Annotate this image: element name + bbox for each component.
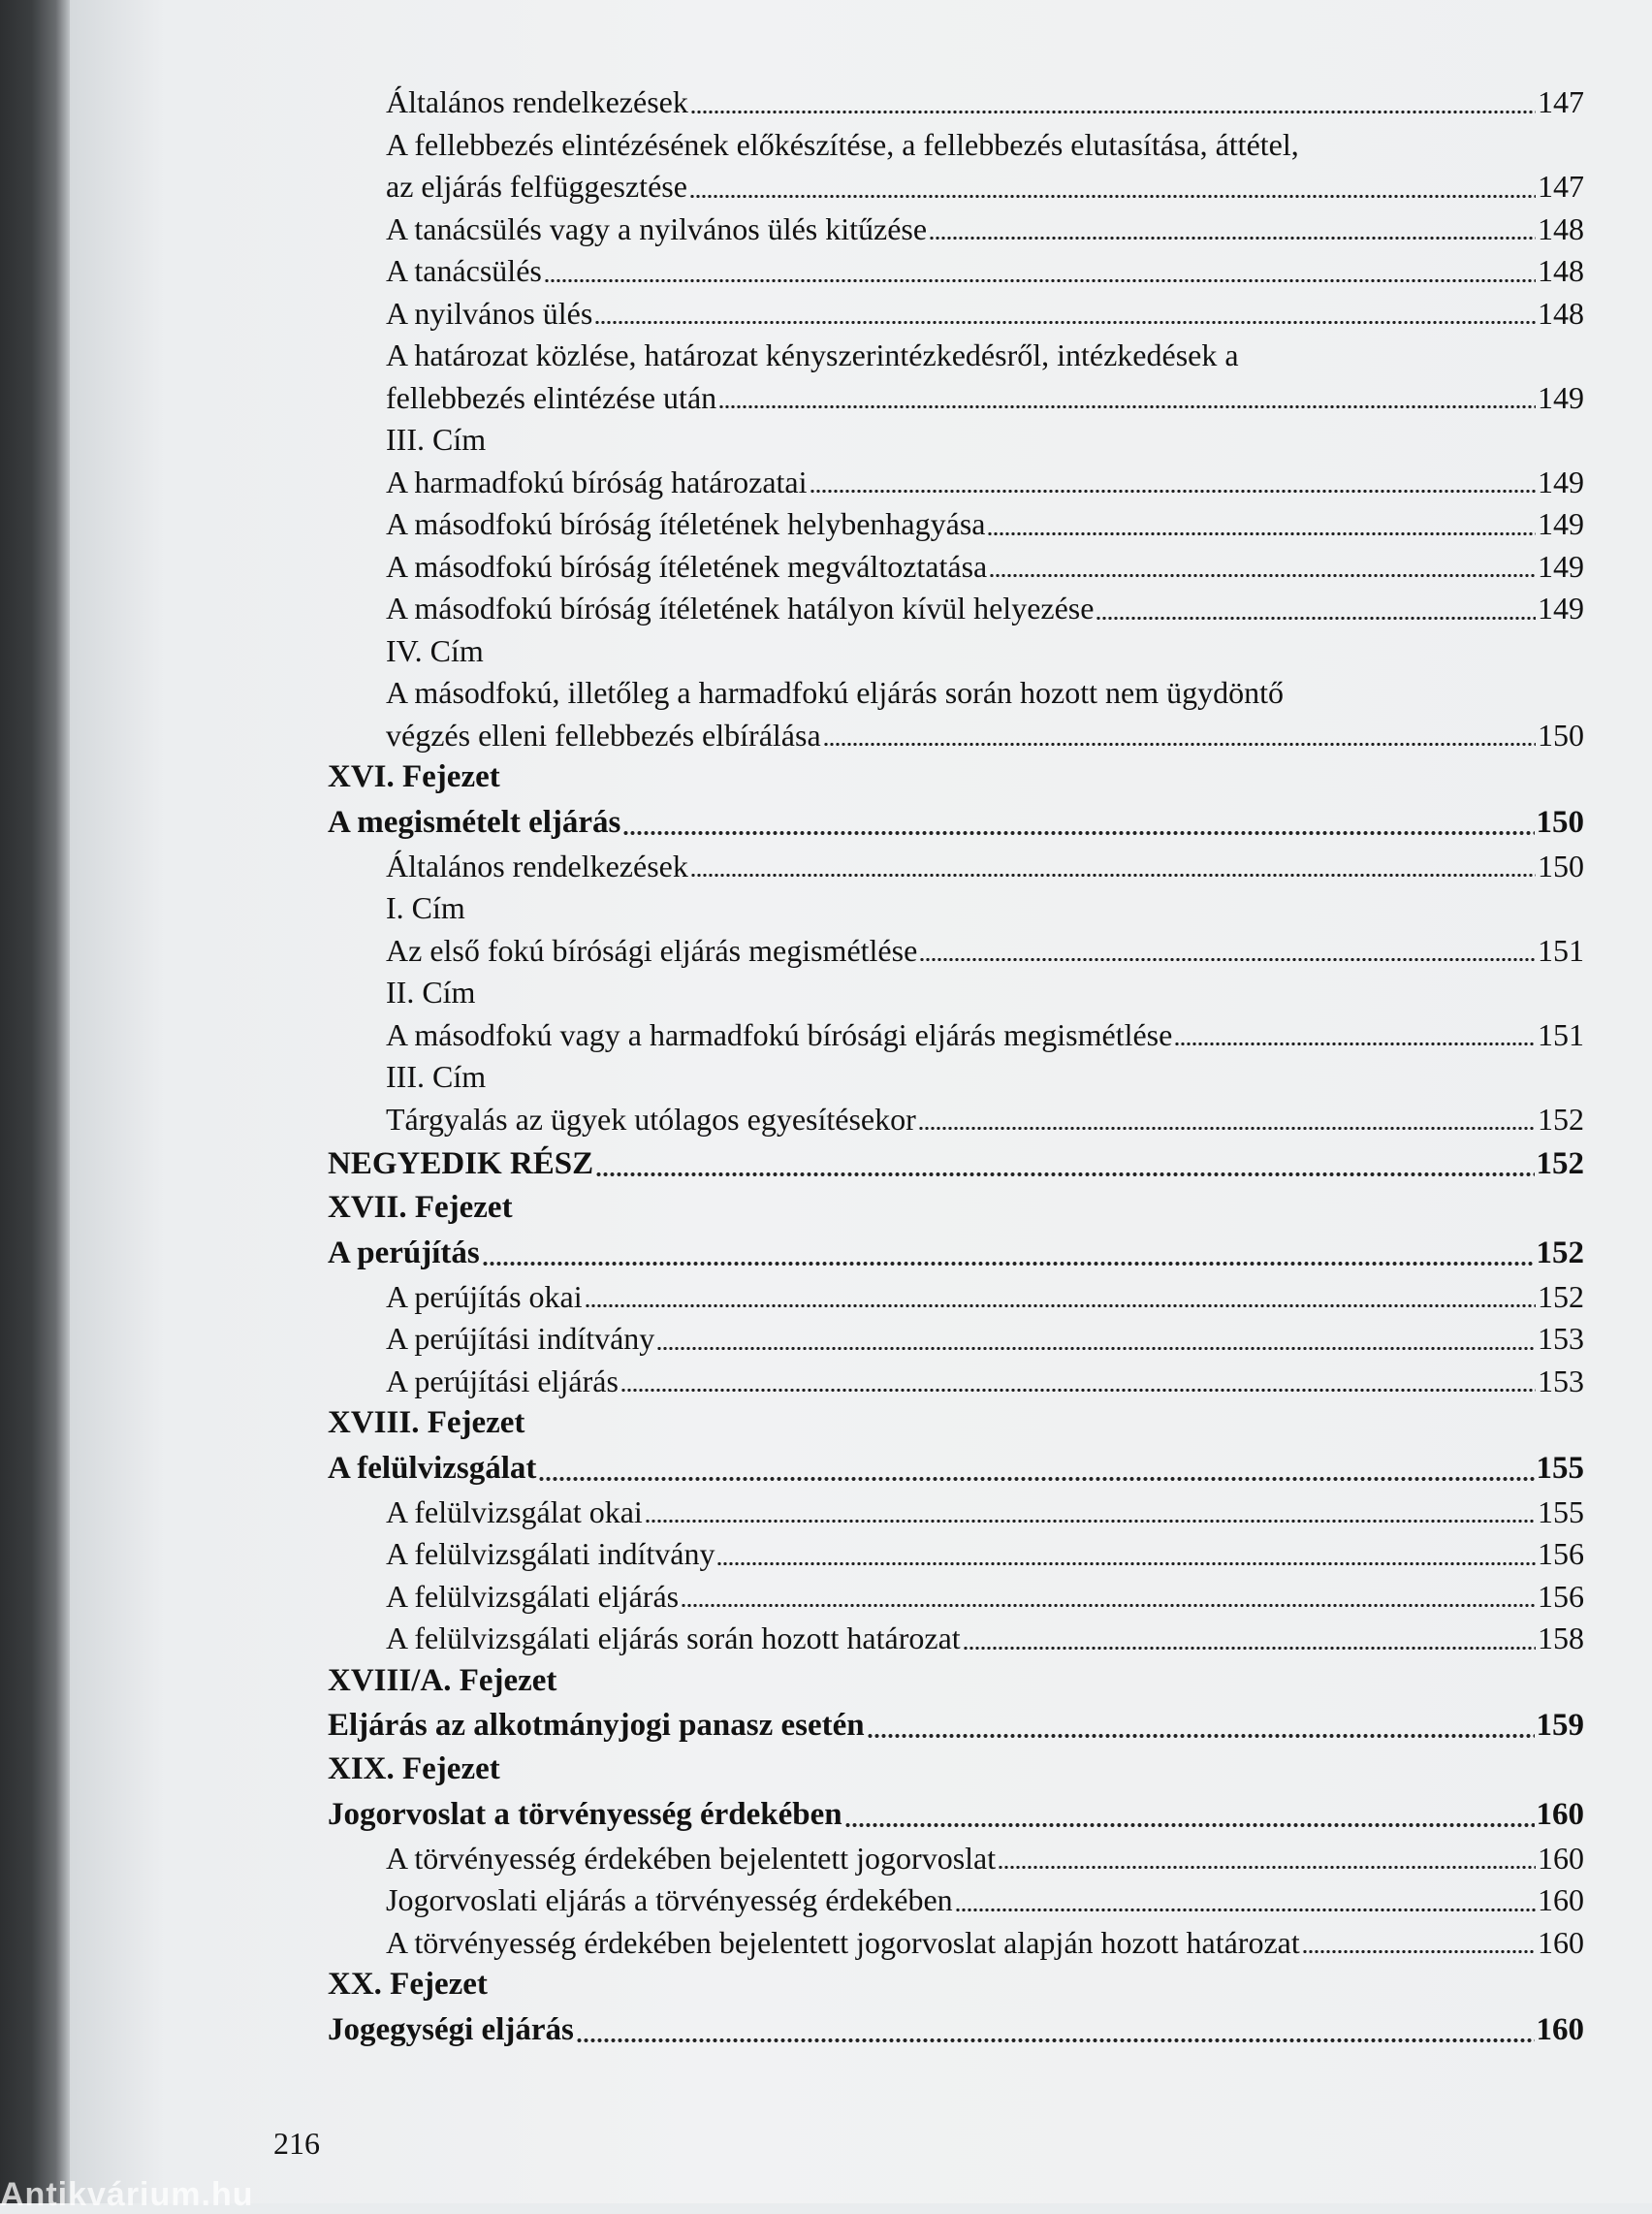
toc-heading-row xyxy=(328,1402,1584,1445)
table-of-contents xyxy=(328,81,1584,2053)
toc-entry-row xyxy=(328,1492,1584,1534)
toc-page-number: 153 xyxy=(1538,1321,1584,1356)
dot-leader xyxy=(716,1562,1536,1565)
toc-entry-row xyxy=(328,335,1584,377)
toc-entry-title: NEGYEDIK RÉSZ xyxy=(328,1146,594,1181)
dot-leader xyxy=(1174,1043,1536,1045)
toc-entry-title: A perújítási indítvány xyxy=(386,1321,655,1356)
toc-entry-title: A törvényesség érdekében bejelentett jogorvoslat xyxy=(386,1840,997,1876)
toc-entry-title: Jogorvoslati eljárás a törvényesség érdekében xyxy=(386,1882,953,1917)
toc-subtitle-row xyxy=(328,887,1584,930)
toc-entry-row xyxy=(328,1318,1584,1361)
book-spine-shadow xyxy=(0,0,70,2203)
dot-leader xyxy=(645,1520,1536,1523)
toc-heading-row xyxy=(328,1749,1584,1791)
toc-entry-title: XVI. Fejezet xyxy=(328,759,500,794)
toc-entry-row xyxy=(328,672,1584,715)
toc-entry-row xyxy=(328,462,1584,504)
dot-leader xyxy=(595,1172,1534,1176)
dot-leader xyxy=(576,2038,1535,2042)
toc-entry-title: A másodfokú bíróság ítéletének helybenhagyása xyxy=(386,506,986,541)
toc-page-number: 150 xyxy=(1538,848,1584,883)
toc-entry-title: fellebbezés elintézése után xyxy=(386,379,717,415)
toc-entry-row xyxy=(328,1576,1584,1619)
toc-page-number: 147 xyxy=(1538,169,1584,204)
toc-entry-title: A másodfokú bíróság ítéletének megváltoztatása xyxy=(386,548,988,584)
toc-page-number: 152 xyxy=(1538,1278,1584,1314)
toc-page-number: 150 xyxy=(1538,717,1584,753)
dot-leader xyxy=(989,574,1536,577)
toc-entry-row xyxy=(328,588,1584,630)
toc-entry-row xyxy=(328,1879,1584,1922)
toc-entry-row xyxy=(328,166,1584,209)
toc-entry-title: A tanácsülés xyxy=(386,253,542,288)
toc-chapter-row xyxy=(328,799,1584,846)
dot-leader xyxy=(998,1866,1536,1869)
toc-entry-title: Jogegységi eljárás xyxy=(328,2011,574,2047)
toc-page-number: 148 xyxy=(1538,295,1584,331)
toc-chapter-row xyxy=(328,1445,1584,1492)
toc-page-number: 149 xyxy=(1538,506,1584,541)
toc-page-number: 160 xyxy=(1538,1840,1584,1876)
toc-page-number: 160 xyxy=(1538,1882,1584,1917)
toc-entry-row xyxy=(328,209,1584,251)
toc-entry-title: XX. Fejezet xyxy=(328,1967,488,2002)
toc-page-number: 149 xyxy=(1538,548,1584,584)
toc-entry-row xyxy=(328,1361,1584,1403)
dot-leader xyxy=(622,831,1534,835)
toc-heading-row xyxy=(328,1964,1584,2006)
toc-entry-row xyxy=(328,846,1584,888)
page-number: 216 xyxy=(273,2126,320,2161)
toc-page-number: 159 xyxy=(1536,1708,1584,1743)
toc-entry-title: A másodfokú vagy a harmadfokú bírósági eljárás megismétlése xyxy=(386,1016,1173,1052)
toc-entry-title: Eljárás az alkotmányjogi panasz esetén xyxy=(328,1708,865,1743)
toc-entry-row xyxy=(328,546,1584,589)
toc-entry-title: XIX. Fejezet xyxy=(328,1751,500,1786)
dot-leader xyxy=(963,1647,1536,1650)
toc-page-number: 152 xyxy=(1538,1101,1584,1137)
toc-entry-title: A felülvizsgálat okai xyxy=(386,1493,643,1529)
toc-chapter-row xyxy=(328,1791,1584,1838)
toc-entry-title: XVIII. Fejezet xyxy=(328,1405,525,1440)
toc-subtitle-row xyxy=(328,1056,1584,1099)
toc-page-number: 149 xyxy=(1538,379,1584,415)
toc-page-number: 151 xyxy=(1538,1016,1584,1052)
toc-page-number: 156 xyxy=(1538,1536,1584,1571)
toc-page-number: 148 xyxy=(1538,253,1584,288)
watermark: Antikvárium.hu xyxy=(0,2176,254,2213)
toc-entry-title: A perújítás okai xyxy=(386,1278,583,1314)
dot-leader xyxy=(844,1823,1535,1827)
dot-leader xyxy=(681,1604,1536,1607)
toc-entry-title: A felülvizsgálati indítvány xyxy=(386,1536,715,1571)
toc-page-number: 153 xyxy=(1538,1363,1584,1398)
toc-entry-title: XVIII/A. Fejezet xyxy=(328,1662,557,1698)
dot-leader xyxy=(919,958,1536,961)
toc-chapter-row xyxy=(328,1140,1584,1187)
toc-entry-title: A felülvizsgálati eljárás során hozott határozat xyxy=(386,1620,961,1655)
toc-entry-row xyxy=(328,81,1584,124)
dot-leader xyxy=(918,1127,1536,1130)
toc-entry-row xyxy=(328,715,1584,757)
toc-entry-title: A perújítási eljárás xyxy=(386,1363,619,1398)
toc-entry-row xyxy=(328,1099,1584,1141)
dot-leader xyxy=(690,111,1536,113)
toc-entry-row xyxy=(328,1618,1584,1660)
dot-leader xyxy=(656,1347,1536,1350)
dot-leader xyxy=(867,1734,1535,1738)
toc-chapter-row xyxy=(328,2006,1584,2053)
toc-entry-row xyxy=(328,124,1584,167)
toc-subtitle-row xyxy=(328,972,1584,1014)
dot-leader xyxy=(544,279,1536,282)
toc-page-number: 160 xyxy=(1536,1796,1584,1832)
toc-entry-title: II. Cím xyxy=(386,975,476,1010)
toc-chapter-row xyxy=(328,1230,1584,1276)
toc-entry-title: A felülvizsgálat xyxy=(328,1450,537,1486)
toc-entry-row xyxy=(328,1014,1584,1057)
toc-entry-title: A másodfokú bíróság ítéletének hatályon kívül helyezése xyxy=(386,591,1095,626)
dot-leader xyxy=(823,743,1536,746)
toc-entry-row xyxy=(328,1533,1584,1576)
toc-page-number: 160 xyxy=(1538,1924,1584,1960)
dot-leader xyxy=(718,405,1536,408)
toc-subtitle-row xyxy=(328,630,1584,673)
toc-subtitle-row xyxy=(328,419,1584,462)
toc-entry-row xyxy=(328,930,1584,973)
toc-entry-title: A nyilvános ülés xyxy=(386,295,593,331)
dot-leader xyxy=(810,490,1537,493)
toc-entry-row xyxy=(328,377,1584,420)
toc-entry-title: Általános rendelkezések xyxy=(386,84,688,119)
dot-leader xyxy=(538,1477,1534,1481)
toc-page-number: 155 xyxy=(1536,1450,1584,1486)
toc-entry-title: XVII. Fejezet xyxy=(328,1190,513,1225)
toc-page-number: 149 xyxy=(1538,591,1584,626)
toc-entry-title: A másodfokú, illetőleg a harmadfokú eljárás során hozott nem ügydöntő xyxy=(386,675,1284,710)
dot-leader xyxy=(585,1304,1536,1307)
toc-entry-row xyxy=(328,1276,1584,1319)
dot-leader xyxy=(1302,1950,1536,1953)
toc-entry-title: III. Cím xyxy=(386,422,487,457)
toc-page-number: 149 xyxy=(1538,464,1584,499)
dot-leader xyxy=(987,532,1536,535)
toc-entry-title: A törvényesség érdekében bejelentett jogorvoslat alapján hozott határozat xyxy=(386,1924,1300,1960)
dot-leader xyxy=(620,1389,1536,1392)
toc-heading-row xyxy=(328,756,1584,799)
dot-leader xyxy=(689,195,1536,198)
toc-entry-row xyxy=(328,503,1584,546)
dot-leader xyxy=(929,237,1536,240)
toc-entry-title: IV. Cím xyxy=(386,632,484,668)
toc-page-number: 152 xyxy=(1536,1235,1584,1270)
toc-page-number: 148 xyxy=(1538,210,1584,246)
toc-entry-title: Tárgyalás az ügyek utólagos egyesítésekor xyxy=(386,1101,916,1137)
toc-entry-title: A felülvizsgálati eljárás xyxy=(386,1578,680,1614)
toc-entry-title: A harmadfokú bíróság határozatai xyxy=(386,464,808,499)
dot-leader xyxy=(482,1262,1535,1266)
toc-entry-row xyxy=(328,293,1584,336)
toc-chapter-row xyxy=(328,1702,1584,1749)
toc-page-number: 160 xyxy=(1536,2011,1584,2047)
toc-page-number: 150 xyxy=(1536,804,1584,840)
toc-entry-title: az eljárás felfüggesztése xyxy=(386,169,687,204)
dot-leader xyxy=(690,874,1536,877)
toc-entry-title: I. Cím xyxy=(386,890,465,925)
toc-entry-row xyxy=(328,250,1584,293)
dot-leader xyxy=(594,321,1536,324)
toc-entry-title: végzés elleni fellebbezés elbírálása xyxy=(386,717,821,753)
toc-entry-row xyxy=(328,1922,1584,1965)
toc-page-number: 156 xyxy=(1538,1578,1584,1614)
dot-leader xyxy=(955,1909,1536,1911)
toc-heading-row xyxy=(328,1187,1584,1230)
toc-entry-title: III. Cím xyxy=(386,1059,487,1094)
toc-entry-title: Általános rendelkezések xyxy=(386,848,688,883)
toc-entry-row xyxy=(328,1838,1584,1880)
toc-entry-title: A határozat közlése, határozat kényszerintézkedésről, intézkedések a xyxy=(386,337,1239,372)
toc-page-number: 155 xyxy=(1538,1493,1584,1529)
toc-entry-title: A fellebbezés elintézésének előkészítése, a fellebbezés elutasítása, áttétel, xyxy=(386,126,1299,162)
toc-entry-title: A megismételt eljárás xyxy=(328,804,621,840)
toc-entry-title: Jogorvoslat a törvényesség érdekében xyxy=(328,1796,842,1832)
toc-entry-title: A perújítás xyxy=(328,1235,480,1270)
toc-entry-title: Az első fokú bírósági eljárás megismétlése xyxy=(386,932,918,968)
dot-leader xyxy=(1096,617,1536,620)
toc-heading-row xyxy=(328,1660,1584,1703)
toc-entry-title: A tanácsülés vagy a nyilvános ülés kitűzése xyxy=(386,210,928,246)
toc-page-number: 151 xyxy=(1538,932,1584,968)
toc-page-number: 158 xyxy=(1538,1620,1584,1655)
toc-page-number: 147 xyxy=(1538,84,1584,119)
toc-page-number: 152 xyxy=(1536,1146,1584,1181)
